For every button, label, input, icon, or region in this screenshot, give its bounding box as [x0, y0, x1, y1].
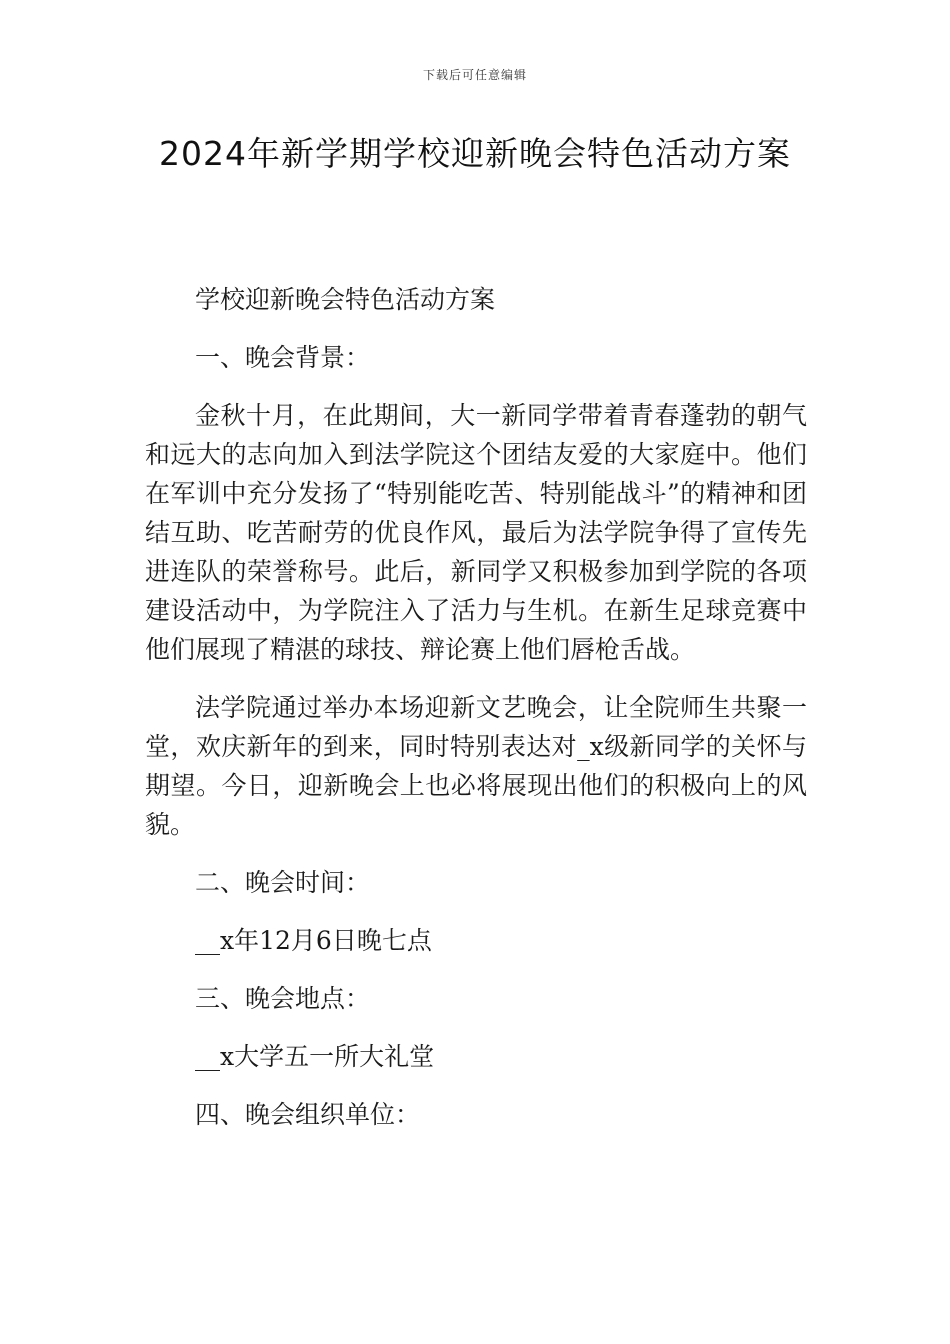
paragraph-location: __x大学五一所大礼堂	[195, 1042, 435, 1071]
section-heading-background: 一、晚会背景：	[195, 343, 371, 372]
section-heading-time: 二、晚会时间：	[195, 868, 371, 897]
paragraph-background: 金秋十月，在此期间，大一新同学带着青春蓬勃的朝气和远大的志向加入到法学院这个团结友爱的大家庭中。他们在军训中充分发扬了“特别能吃苦、特别能战斗”的精神和团结互助、吃苦耐劳的优良作风，最后为法学院争得了宣传先进连队的荣誉称号。此后，新同学又积极参加到学院的各项建设活动中，为学院注入了活力与生机。在新生足球竞赛中他们展现了精湛的球技、辩论赛上他们唇枪舌战。	[145, 401, 807, 664]
document-body	[145, 280, 807, 1153]
paragraph-purpose: 法学院通过举办本场迎新文艺晚会，让全院师生共聚一堂，欢庆新年的到来，同时特别表达对_x级新同学的关怀与期望。今日，迎新晚会上也必将展现出他们的积极向上的风貌。	[145, 693, 807, 839]
section-heading-location: 三、晚会地点：	[195, 984, 371, 1013]
paragraph-time: __x年12月6日晚七点	[195, 926, 432, 955]
section-heading-organizer: 四、晚会组织单位：	[195, 1100, 421, 1129]
paragraph-subtitle: 学校迎新晚会特色活动方案	[195, 285, 496, 314]
header-note: 下载后可任意编辑	[422, 68, 527, 82]
document-title: 2024年新学期学校迎新晚会特色活动方案	[159, 134, 791, 173]
